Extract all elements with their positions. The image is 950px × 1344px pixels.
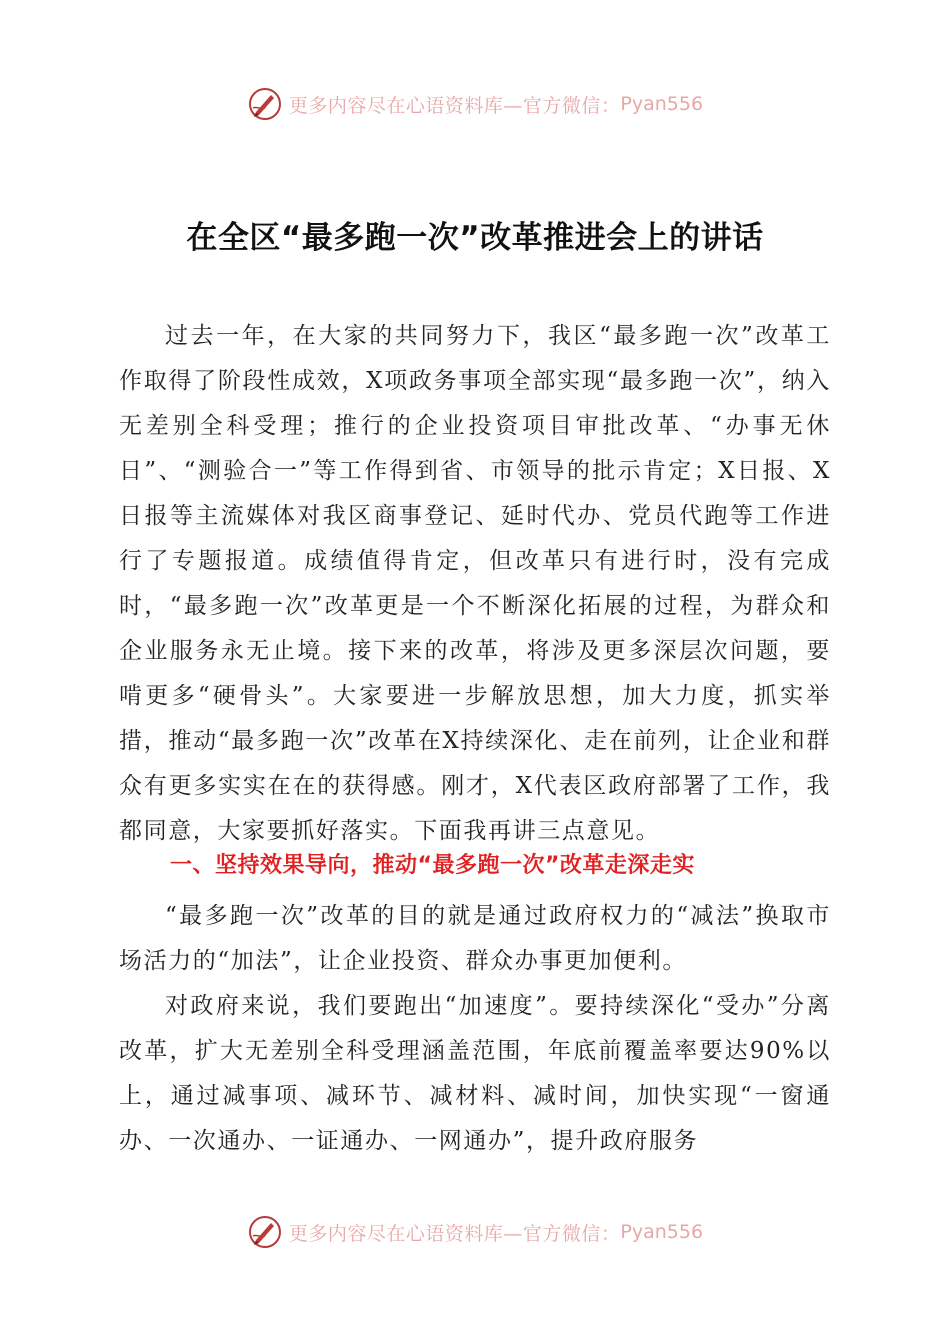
paragraph-section1-b	[119, 984, 831, 1164]
watermark-text: 更多内容尽在心语资料库—官方微信：	[288, 94, 621, 117]
paragraph-3-text: 对政府来说，我们要跑出“加速度”。要持续深化“受办”分离改革，扩大无差别全科受理涵盖范围，年底前覆盖率要达90%以上，通过减事项、减环节、减材料、减时间，加快实现“一窗通办、一次通办、一证通办、一网通办”，提升政府服务	[119, 993, 831, 1154]
paragraph-section1-a	[119, 894, 831, 984]
paragraph-2-text: “最多跑一次”改革的目的就是通过政府权力的“减法”换取市场活力的“加法”，让企业投资、群众办事更加便利。	[119, 903, 831, 974]
paragraph-intro	[119, 314, 831, 854]
paragraph-1-text: 过去一年，在大家的共同努力下，我区“最多跑一次”改革工作取得了阶段性成效，X项政务事项全部实现“最多跑一次”，纳入无差别全科受理；推行的企业投资项目审批改革、“办事无休日”、“测验合一”等工作得到省、市领导的批示肯定；X日报、X日报等主流媒体对我区商事登记、延时代办、党员代跑等工作进行了专题报道。成绩值得肯定，但改革只有进行时，没有完成时，“最多跑一次”改革更是一个不断深化拓展的过程，为群众和企业服务永无止境。接下来的改革，将涉及更多深层次问题，要啃更多“硬骨头”。大家要进一步解放思想，加大力度，抓实举措，推动“最多跑一次”改革在X持续深化、走在前列，让企业和群众有更多实实在在的获得感。刚才，X代表区政府部署了工作，我都同意，大家要抓好落实。下面我再讲三点意见。	[119, 323, 831, 844]
pen-logo-icon	[247, 86, 283, 122]
watermark-contact: Pyan556	[620, 93, 704, 115]
watermark-text: 更多内容尽在心语资料库—官方微信：	[288, 1222, 621, 1245]
section-heading-1: 一、坚持效果导向，推动“最多跑一次”改革走深走实	[170, 853, 695, 878]
watermark-footer	[0, 1212, 950, 1252]
pen-logo-icon	[247, 1214, 283, 1250]
document-title: 在全区“最多跑一次”改革推进会上的讲话	[186, 220, 764, 256]
watermark-header	[0, 84, 950, 124]
watermark-contact: Pyan556	[620, 1221, 704, 1243]
